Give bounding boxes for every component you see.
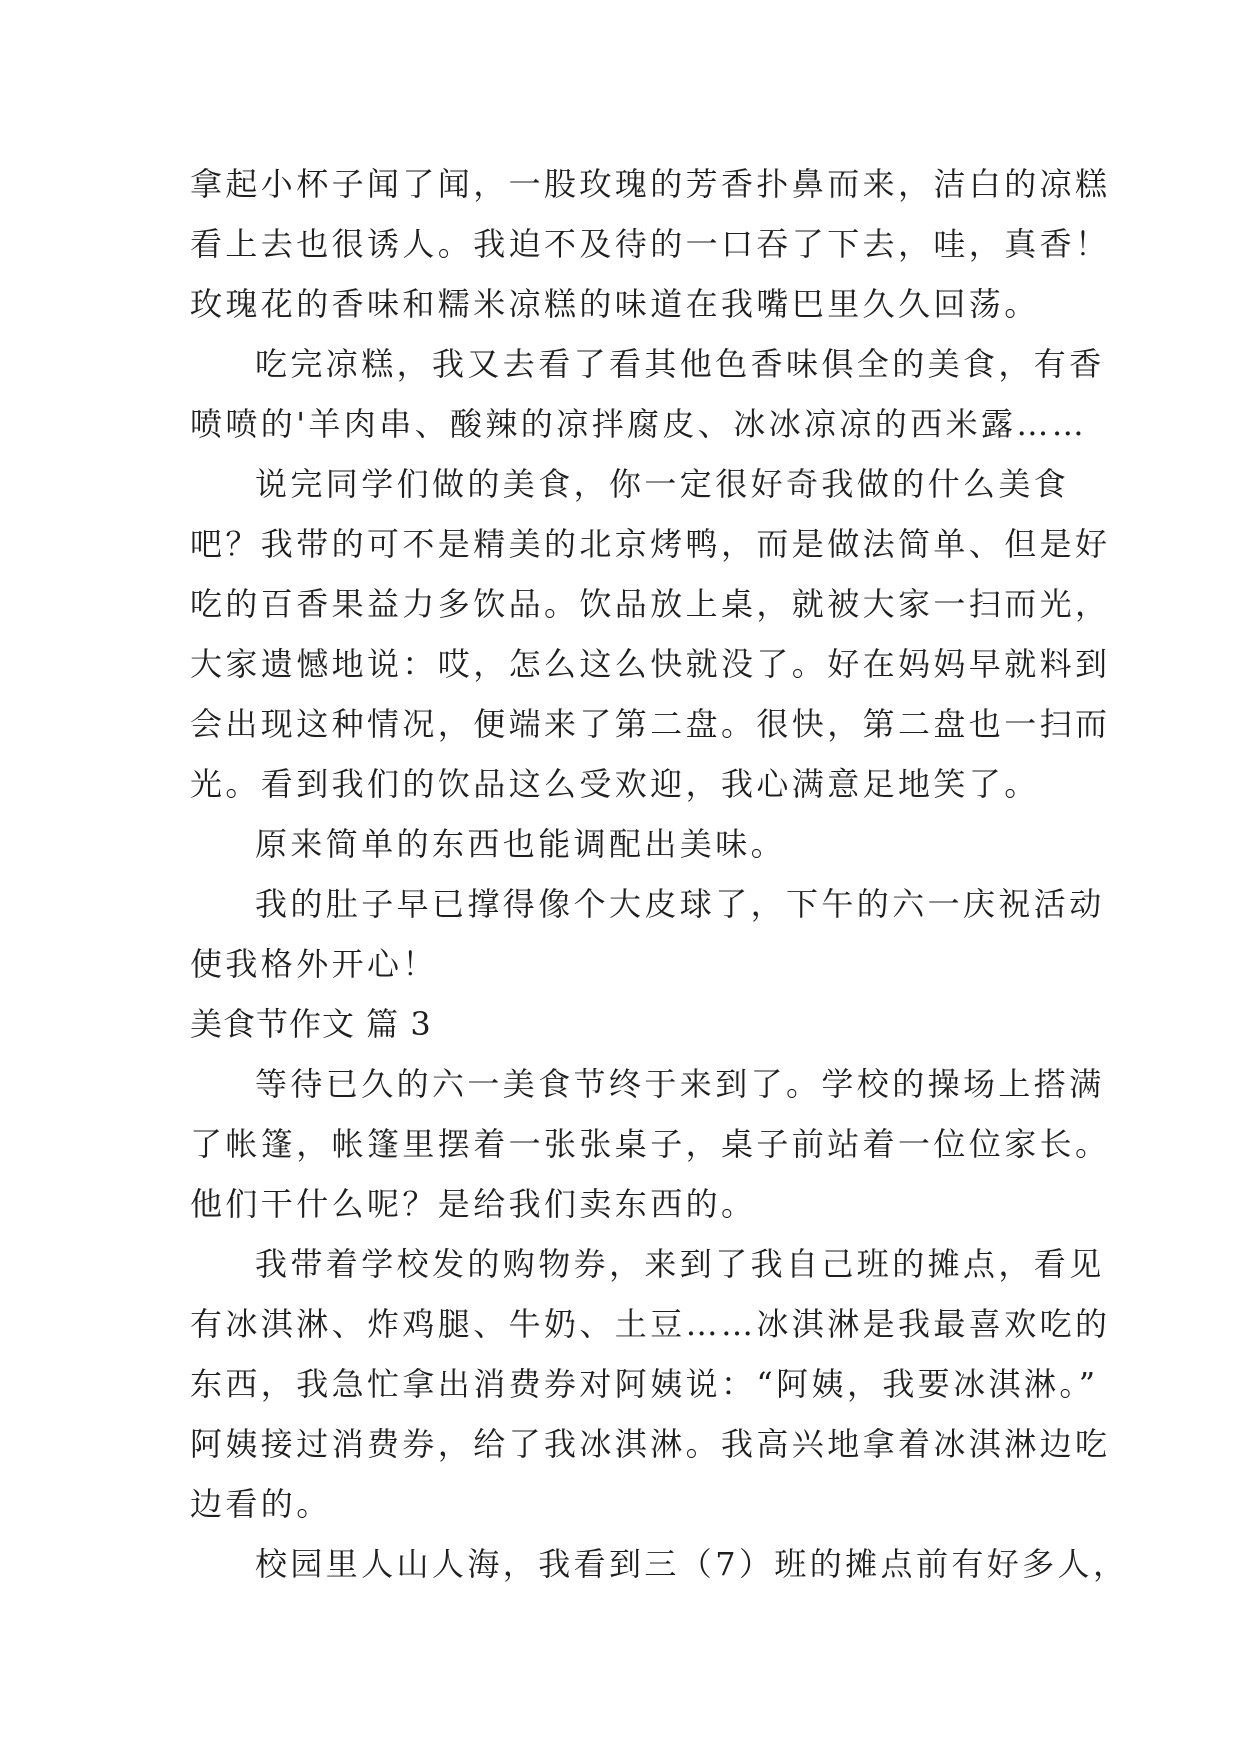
section-heading: 美食节作文 篇 3 [190,1005,432,1043]
paragraph-start-line: 我带着学校发的购物券，来到了我自己班的摊点，看见 [255,1245,1105,1283]
text-line: 拿起小杯子闻了闻，一股玫瑰的芳香扑鼻而来，洁白的凉糕 [190,165,1111,203]
text-line: 使我格外开心！ [190,945,438,983]
text-line: 喷喷的'羊肉串、酸辣的凉拌腐皮、冰冰凉凉的西米露…… [190,405,1088,443]
text-line: 阿姨接过消费券，给了我冰淇淋。我高兴地拿着冰淇淋边吃 [190,1425,1111,1463]
text-line: 有冰淇淋、炸鸡腿、牛奶、土豆……冰淇淋是我最喜欢吃的 [190,1305,1111,1343]
paragraph-start-line: 说完同学们做的美食，你一定很好奇我做的什么美食 [255,465,1070,503]
text-line: 会出现这种情况，便端来了第二盘。很快，第二盘也一扫而 [190,705,1111,743]
text-line: 玫瑰花的香味和糯米凉糕的味道在我嘴巴里久久回荡。 [190,285,1040,323]
text-line: 吧？我带的可不是精美的北京烤鸭，而是做法简单、但是好 [190,525,1111,563]
text-line: 边看的。 [190,1485,332,1523]
paragraph-start-line: 校园里人山人海，我看到三（7）班的摊点前有好多人， [255,1545,1129,1583]
paragraph-start-line: 等待已久的六一美食节终于来到了。学校的操场上搭满 [255,1065,1105,1103]
paragraph-start-line: 原来简单的东西也能调配出美味。 [255,825,787,863]
text-line: 了帐篷，帐篷里摆着一张张桌子，桌子前站着一位位家长。 [190,1125,1111,1163]
text-line: 吃的百香果益力多饮品。饮品放上桌，就被大家一扫而光， [190,585,1111,623]
text-line: 看上去也很诱人。我迫不及待的一口吞了下去，哇，真香！ [190,225,1111,263]
text-line: 他们干什么呢？是给我们卖东西的。 [190,1185,757,1223]
paragraph-start-line: 我的肚子早已撑得像个大皮球了，下午的六一庆祝活动 [255,885,1105,923]
paragraph-start-line: 吃完凉糕，我又去看了看其他色香味俱全的美食，有香 [255,345,1105,383]
text-line: 东西，我急忙拿出消费券对阿姨说：“阿姨，我要冰淇淋。” [190,1365,1099,1403]
text-line: 光。看到我们的饮品这么受欢迎，我心满意足地笑了。 [190,765,1040,803]
text-line: 大家遗憾地说：哎，怎么这么快就没了。好在妈妈早就料到 [190,645,1111,683]
